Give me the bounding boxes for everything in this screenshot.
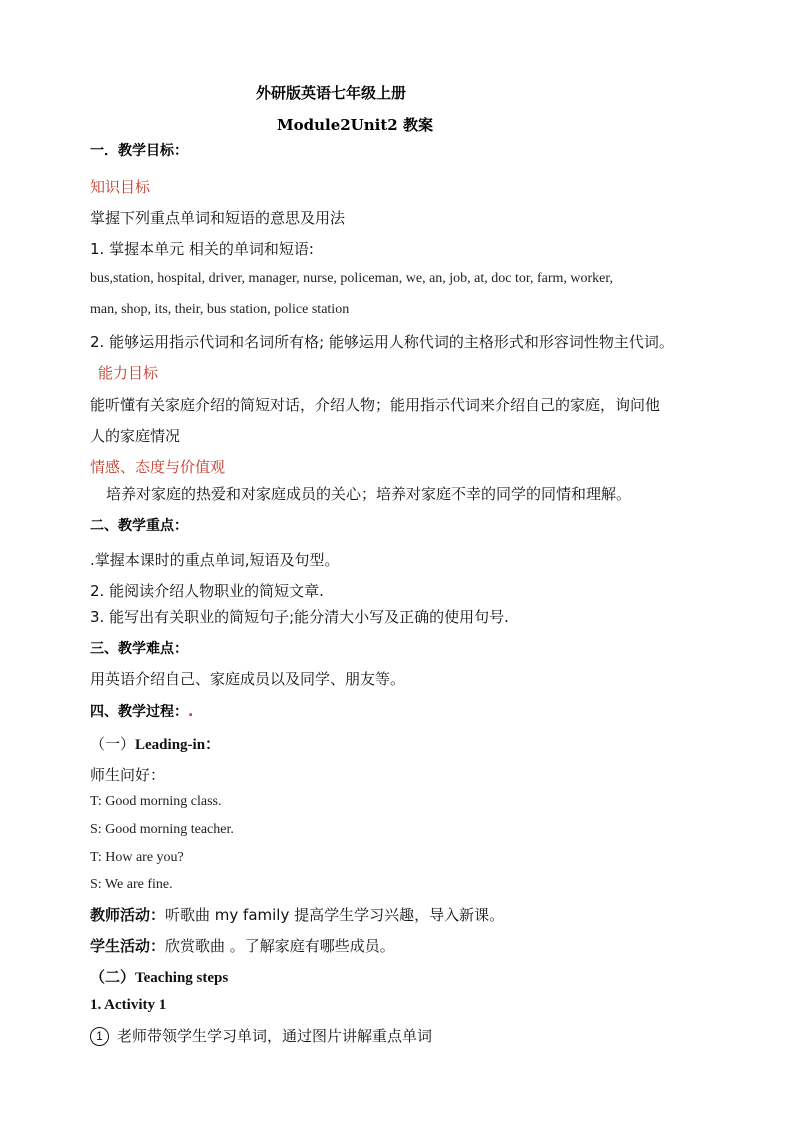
document-title: 外研版英语七年级上册 bbox=[256, 84, 407, 102]
vocabulary-line-2: man, shop, its, their, bus station, police station bbox=[90, 302, 350, 317]
focus-3: 3. 能写出有关职业的简短句子;能分清大小写及正确的使用句号. bbox=[90, 608, 509, 626]
teacher-activity-text: 听歌曲 my family 提高学生学习兴趣，导入新课。 bbox=[165, 906, 505, 924]
item-2: 2. 能够运用指示代词和名词所有格; 能够运用人称代词的主格形式和形容词性物主代词。 bbox=[90, 333, 674, 351]
section4-heading bbox=[90, 701, 193, 721]
knowledge-intro: 掌握下列重点单词和短语的意思及用法 bbox=[90, 209, 346, 227]
focus-1: .掌握本课时的重点单词,短语及句型。 bbox=[90, 551, 340, 569]
teaching-steps-heading bbox=[90, 966, 228, 987]
student-activity-label: 学生活动： bbox=[90, 937, 166, 955]
teaching-steps-label: Teaching steps bbox=[135, 970, 229, 986]
emotion-goal-label: 情感、态度与价值观 bbox=[90, 458, 226, 476]
dialogue-line-1: T: Good morning class. bbox=[90, 794, 222, 809]
vocabulary-line-1: bus,station, hospital, driver, manager, nurse, policeman, we, an, job, at, doc tor, farm, worker, bbox=[90, 271, 613, 286]
leading-in-heading bbox=[90, 733, 220, 754]
teaching-steps-prefix: （二） bbox=[90, 968, 136, 986]
teacher-activity-label: 教师活动： bbox=[90, 906, 166, 924]
ability-goal-label: 能力目标 bbox=[98, 364, 159, 382]
step-1 bbox=[90, 1025, 432, 1046]
item-1: 1. 掌握本单元 相关的单词和短语: bbox=[90, 240, 314, 258]
teacher-activity bbox=[90, 904, 504, 925]
step-1-text: 老师带领学生学习单词，通过图片讲解重点单词 bbox=[117, 1027, 433, 1045]
student-activity-text: 欣赏歌曲 。了解家庭有哪些成员。 bbox=[165, 937, 395, 955]
knowledge-goal-label: 知识目标 bbox=[90, 178, 151, 196]
section4-heading-text: 四、教学过程： bbox=[90, 704, 188, 720]
dialogue-line-3: T: How are you? bbox=[90, 850, 184, 865]
greeting-label: 师生问好： bbox=[90, 766, 166, 784]
leading-in-label: Leading-in： bbox=[135, 737, 221, 753]
focus-2: 2. 能阅读介绍人物职业的简短文章. bbox=[90, 582, 324, 600]
activity-1-heading: 1. Activity 1 bbox=[90, 997, 167, 1013]
dialogue-line-4: S: We are fine. bbox=[90, 877, 173, 892]
circled-number: 1 bbox=[90, 1027, 109, 1046]
section2-heading: 二、教学重点： bbox=[90, 518, 188, 534]
section4-heading-dot: . bbox=[188, 704, 194, 720]
section3-heading: 三、教学难点： bbox=[90, 641, 188, 657]
difficulty-text: 用英语介绍自己、家庭成员以及同学、朋友等。 bbox=[90, 670, 406, 688]
document-subtitle: Module2Unit2 教案 bbox=[277, 116, 433, 134]
section1-heading: 一．教学目标： bbox=[90, 143, 188, 159]
ability-line-1: 能听懂有关家庭介绍的简短对话，介绍人物；能用指示代词来介绍自己的家庭，询问他 bbox=[90, 396, 661, 414]
dialogue-line-2: S: Good morning teacher. bbox=[90, 822, 234, 837]
emotion-text: 培养对家庭的热爱和对家庭成员的关心；培养对家庭不幸的同学的同情和理解。 bbox=[106, 485, 632, 503]
leading-in-prefix: （一） bbox=[90, 735, 136, 753]
ability-line-2: 人的家庭情况 bbox=[90, 427, 181, 445]
student-activity bbox=[90, 935, 395, 956]
